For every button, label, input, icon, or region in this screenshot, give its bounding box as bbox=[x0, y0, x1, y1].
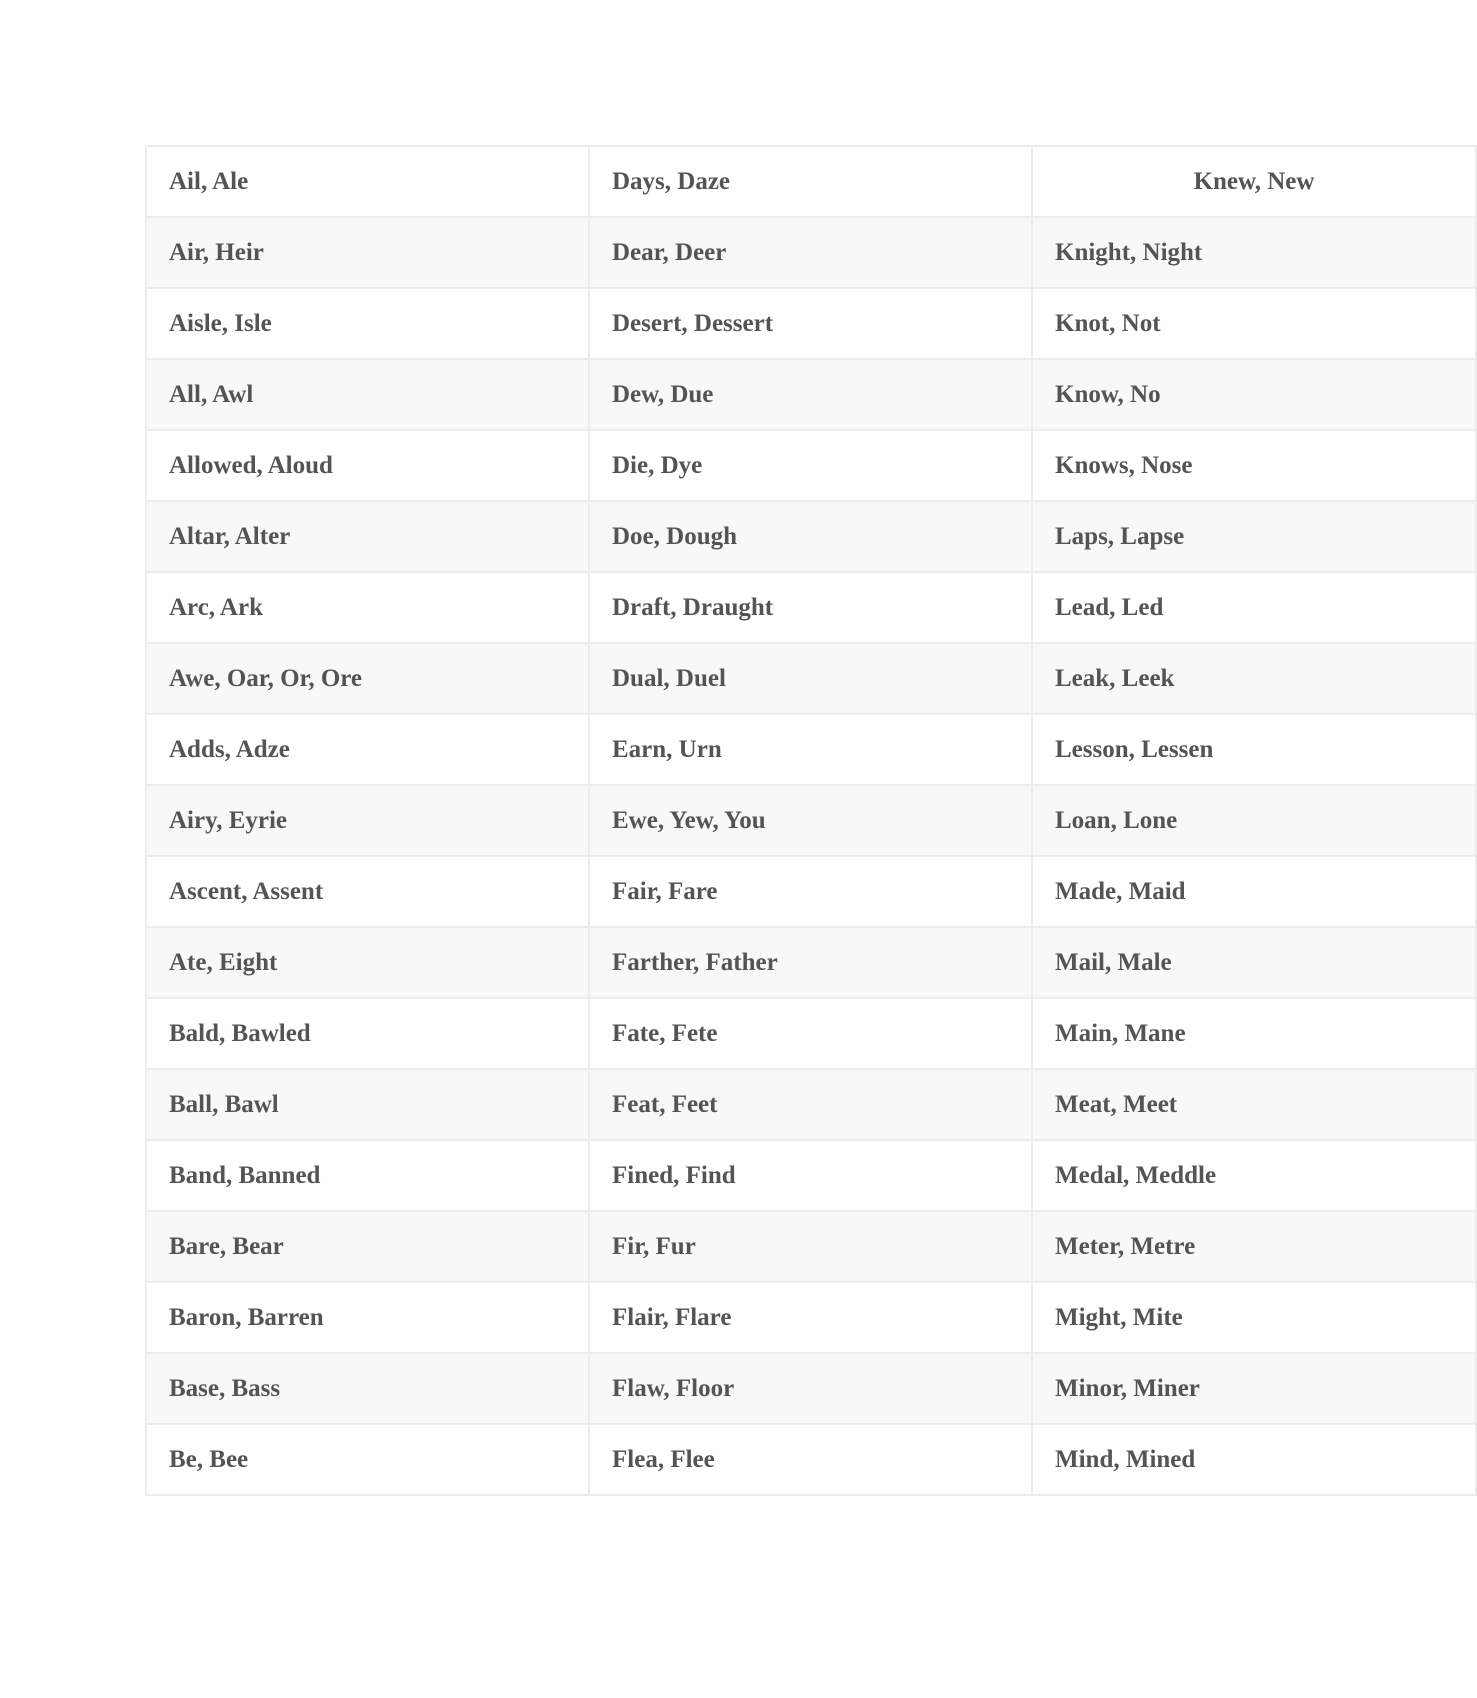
table-cell: Earn, Urn bbox=[589, 714, 1032, 785]
table-cell: Loan, Lone bbox=[1032, 785, 1476, 856]
table-cell: Dual, Duel bbox=[589, 643, 1032, 714]
table-cell: Dear, Deer bbox=[589, 217, 1032, 288]
table-cell: Fined, Find bbox=[589, 1140, 1032, 1211]
table-cell: Knew, New bbox=[1032, 146, 1476, 217]
homophones-table bbox=[145, 145, 1477, 1496]
table-row bbox=[146, 501, 1476, 572]
table-cell: Ewe, Yew, You bbox=[589, 785, 1032, 856]
table-row bbox=[146, 785, 1476, 856]
table-cell: Laps, Lapse bbox=[1032, 501, 1476, 572]
table-cell: Bare, Bear bbox=[146, 1211, 589, 1282]
table-row bbox=[146, 1424, 1476, 1495]
table-cell: Altar, Alter bbox=[146, 501, 589, 572]
table-cell: Might, Mite bbox=[1032, 1282, 1476, 1353]
table-cell: Band, Banned bbox=[146, 1140, 589, 1211]
table-row bbox=[146, 1069, 1476, 1140]
table-cell: Ate, Eight bbox=[146, 927, 589, 998]
table-cell: Allowed, Aloud bbox=[146, 430, 589, 501]
table-cell: Aisle, Isle bbox=[146, 288, 589, 359]
table-cell: Farther, Father bbox=[589, 927, 1032, 998]
table-cell: Desert, Dessert bbox=[589, 288, 1032, 359]
table-cell: Days, Daze bbox=[589, 146, 1032, 217]
table-cell: Adds, Adze bbox=[146, 714, 589, 785]
table-row bbox=[146, 1140, 1476, 1211]
table-cell: Knows, Nose bbox=[1032, 430, 1476, 501]
table-row bbox=[146, 927, 1476, 998]
table-cell: Airy, Eyrie bbox=[146, 785, 589, 856]
table-row bbox=[146, 643, 1476, 714]
table-cell: Mind, Mined bbox=[1032, 1424, 1476, 1495]
table-row bbox=[146, 1353, 1476, 1424]
table-cell: Die, Dye bbox=[589, 430, 1032, 501]
table-cell: Knight, Night bbox=[1032, 217, 1476, 288]
table-row bbox=[146, 430, 1476, 501]
table-cell: Fair, Fare bbox=[589, 856, 1032, 927]
table-row bbox=[146, 217, 1476, 288]
table-cell: Awe, Oar, Or, Ore bbox=[146, 643, 589, 714]
table-cell: All, Awl bbox=[146, 359, 589, 430]
table-row bbox=[146, 146, 1476, 217]
table-cell: Flair, Flare bbox=[589, 1282, 1032, 1353]
table-cell: Flea, Flee bbox=[589, 1424, 1032, 1495]
table-row bbox=[146, 998, 1476, 1069]
table-cell: Fir, Fur bbox=[589, 1211, 1032, 1282]
table-cell: Meter, Metre bbox=[1032, 1211, 1476, 1282]
table-cell: Meat, Meet bbox=[1032, 1069, 1476, 1140]
table-cell: Arc, Ark bbox=[146, 572, 589, 643]
table-cell: Ball, Bawl bbox=[146, 1069, 589, 1140]
table-cell: Air, Heir bbox=[146, 217, 589, 288]
table-cell: Made, Maid bbox=[1032, 856, 1476, 927]
table-cell: Leak, Leek bbox=[1032, 643, 1476, 714]
table-cell: Ascent, Assent bbox=[146, 856, 589, 927]
table-cell: Baron, Barren bbox=[146, 1282, 589, 1353]
homophones-table-container bbox=[145, 145, 1315, 1518]
table-cell: Medal, Meddle bbox=[1032, 1140, 1476, 1211]
table-row bbox=[146, 714, 1476, 785]
table-cell: Know, No bbox=[1032, 359, 1476, 430]
table-cell: Lead, Led bbox=[1032, 572, 1476, 643]
table-cell: Fate, Fete bbox=[589, 998, 1032, 1069]
table-cell: Draft, Draught bbox=[589, 572, 1032, 643]
table-cell: Dew, Due bbox=[589, 359, 1032, 430]
table-cell: Doe, Dough bbox=[589, 501, 1032, 572]
table-cell: Ail, Ale bbox=[146, 146, 589, 217]
table-cell: Be, Bee bbox=[146, 1424, 589, 1495]
table-row bbox=[146, 1282, 1476, 1353]
table-row bbox=[146, 359, 1476, 430]
table-cell: Feat, Feet bbox=[589, 1069, 1032, 1140]
table-row bbox=[146, 1211, 1476, 1282]
table-cell: Flaw, Floor bbox=[589, 1353, 1032, 1424]
table-cell: Minor, Miner bbox=[1032, 1353, 1476, 1424]
table-cell: Knot, Not bbox=[1032, 288, 1476, 359]
table-row bbox=[146, 856, 1476, 927]
table-row bbox=[146, 288, 1476, 359]
homophones-table-body bbox=[146, 146, 1476, 1495]
table-cell: Base, Bass bbox=[146, 1353, 589, 1424]
table-cell: Bald, Bawled bbox=[146, 998, 589, 1069]
table-row bbox=[146, 572, 1476, 643]
table-cell: Lesson, Lessen bbox=[1032, 714, 1476, 785]
table-cell: Mail, Male bbox=[1032, 927, 1476, 998]
table-cell: Main, Mane bbox=[1032, 998, 1476, 1069]
